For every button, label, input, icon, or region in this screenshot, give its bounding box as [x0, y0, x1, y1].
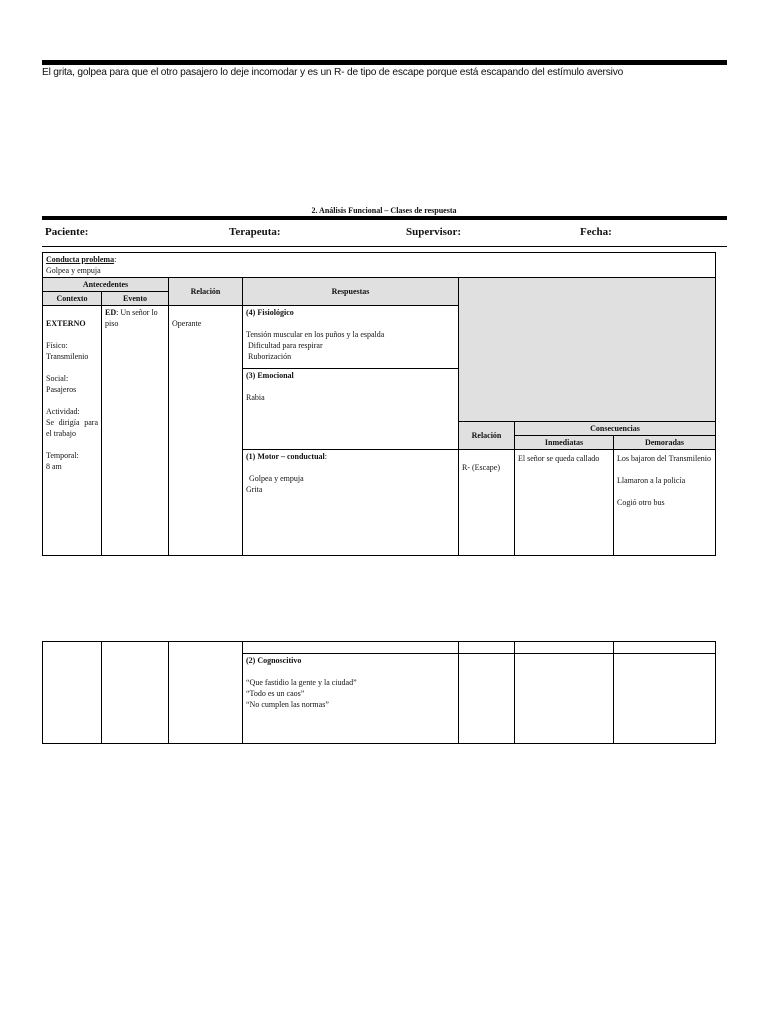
emocional-title: (3) Emocional: [246, 371, 294, 380]
cognoscitivo-line: “Todo es un caos”: [246, 689, 305, 698]
demoradas-cell: [614, 450, 716, 556]
conducta-problema-cell: [43, 253, 716, 278]
inmediatas-cell: [515, 450, 614, 556]
evento-text: : Un señor lo piso: [105, 308, 158, 328]
empty-cell: [243, 642, 459, 654]
evento-cell: [102, 306, 169, 556]
empty-cell: [459, 654, 515, 744]
emocional-line: Rabia: [246, 393, 265, 402]
social-label: Social:: [46, 374, 69, 383]
actividad-value: Se dirigía para el trabajo: [46, 418, 98, 438]
respuestas-header: Respuestas: [243, 278, 459, 306]
header-rule: [42, 216, 727, 220]
empty-cell: [614, 642, 716, 654]
evento-header: Evento: [102, 292, 169, 306]
cognoscitivo-cell: [243, 654, 459, 744]
fisiologico-cell: [243, 306, 459, 369]
contexto-header: Contexto: [43, 292, 102, 306]
functional-analysis-table: [42, 252, 716, 556]
temporal-value: 8 am: [46, 462, 62, 471]
conducta-problema-value: Golpea y empuja: [46, 266, 101, 275]
motor-line: Golpea y empuja: [249, 474, 304, 483]
relacion-motor-value: R- (Escape): [462, 463, 500, 472]
fisiologico-title: (4) Fisiológico: [246, 308, 294, 317]
relacion-motor-cell: [459, 450, 515, 556]
empty-cell: [43, 642, 102, 744]
relacion-cell: [169, 306, 243, 556]
terapeuta-label: Terapeuta:: [229, 226, 281, 238]
contexto-externo: EXTERNO: [46, 319, 86, 328]
conducta-colon: :: [114, 255, 117, 264]
inmediatas-header: Inmediatas: [515, 436, 614, 450]
motor-colon: :: [324, 452, 327, 461]
contexto-cell: [43, 306, 102, 556]
empty-cell: [515, 654, 614, 744]
fecha-label: Fecha:: [580, 226, 612, 238]
evento-ed: ED: [105, 308, 117, 317]
social-value: Pasajeros: [46, 385, 77, 394]
continuation-table: [42, 641, 716, 744]
intro-paragraph: El grita, golpea para que el otro pasajero lo deje incomodar y es un R- de tipo de escape porque está escapando del estímulo aversivo: [42, 67, 624, 78]
section-title: 2. Análisis Funcional – Clases de respuesta: [311, 206, 457, 215]
consecuencias-header: Consecuencias: [515, 422, 716, 436]
actividad-label: Actividad:: [46, 407, 80, 416]
header-bottom-rule: [42, 246, 727, 247]
demoradas-value: Llamaron a la policía: [617, 476, 686, 485]
relacion-value: Operante: [172, 319, 202, 328]
empty-cell: [169, 642, 243, 744]
demoradas-header: Demoradas: [614, 436, 716, 450]
motor-cell: [243, 450, 459, 556]
conducta-problema-label: Conducta problema: [46, 255, 115, 264]
relacion-header: Relación: [169, 278, 243, 306]
fisico-label: Físico:: [46, 341, 68, 350]
motor-title: (1) Motor – conductual: [246, 452, 325, 461]
fisiologico-line: Dificultad para respirar: [248, 341, 323, 350]
inmediatas-value: El señor se queda callado: [518, 454, 600, 463]
fisico-value: Transmilenio: [46, 352, 89, 361]
paciente-label: Paciente:: [45, 226, 89, 238]
shaded-block: [459, 278, 716, 422]
demoradas-value: Cogió otro bus: [617, 498, 665, 507]
motor-line: Grita: [246, 485, 263, 494]
antecedentes-header: Antecedentes: [43, 278, 169, 292]
empty-cell: [515, 642, 614, 654]
fisiologico-line: Tensión muscular en los puños y la espalda: [246, 330, 385, 339]
relacion2-header: Relación: [459, 422, 515, 450]
empty-cell: [614, 654, 716, 744]
demoradas-value: Los bajaron del Transmilenio: [617, 454, 711, 463]
emocional-cell: [243, 369, 459, 450]
cognoscitivo-line: “Que fastidio la gente y la ciudad”: [246, 678, 357, 687]
cognoscitivo-title: (2) Cognoscitivo: [246, 656, 302, 665]
top-rule: [42, 60, 727, 65]
cognoscitivo-line: “No cumplen las normas”: [246, 700, 329, 709]
empty-cell: [459, 642, 515, 654]
fisiologico-line: Ruborización: [248, 352, 292, 361]
supervisor-label: Supervisor:: [406, 226, 461, 238]
temporal-label: Temporal:: [46, 451, 79, 460]
empty-cell: [102, 642, 169, 744]
